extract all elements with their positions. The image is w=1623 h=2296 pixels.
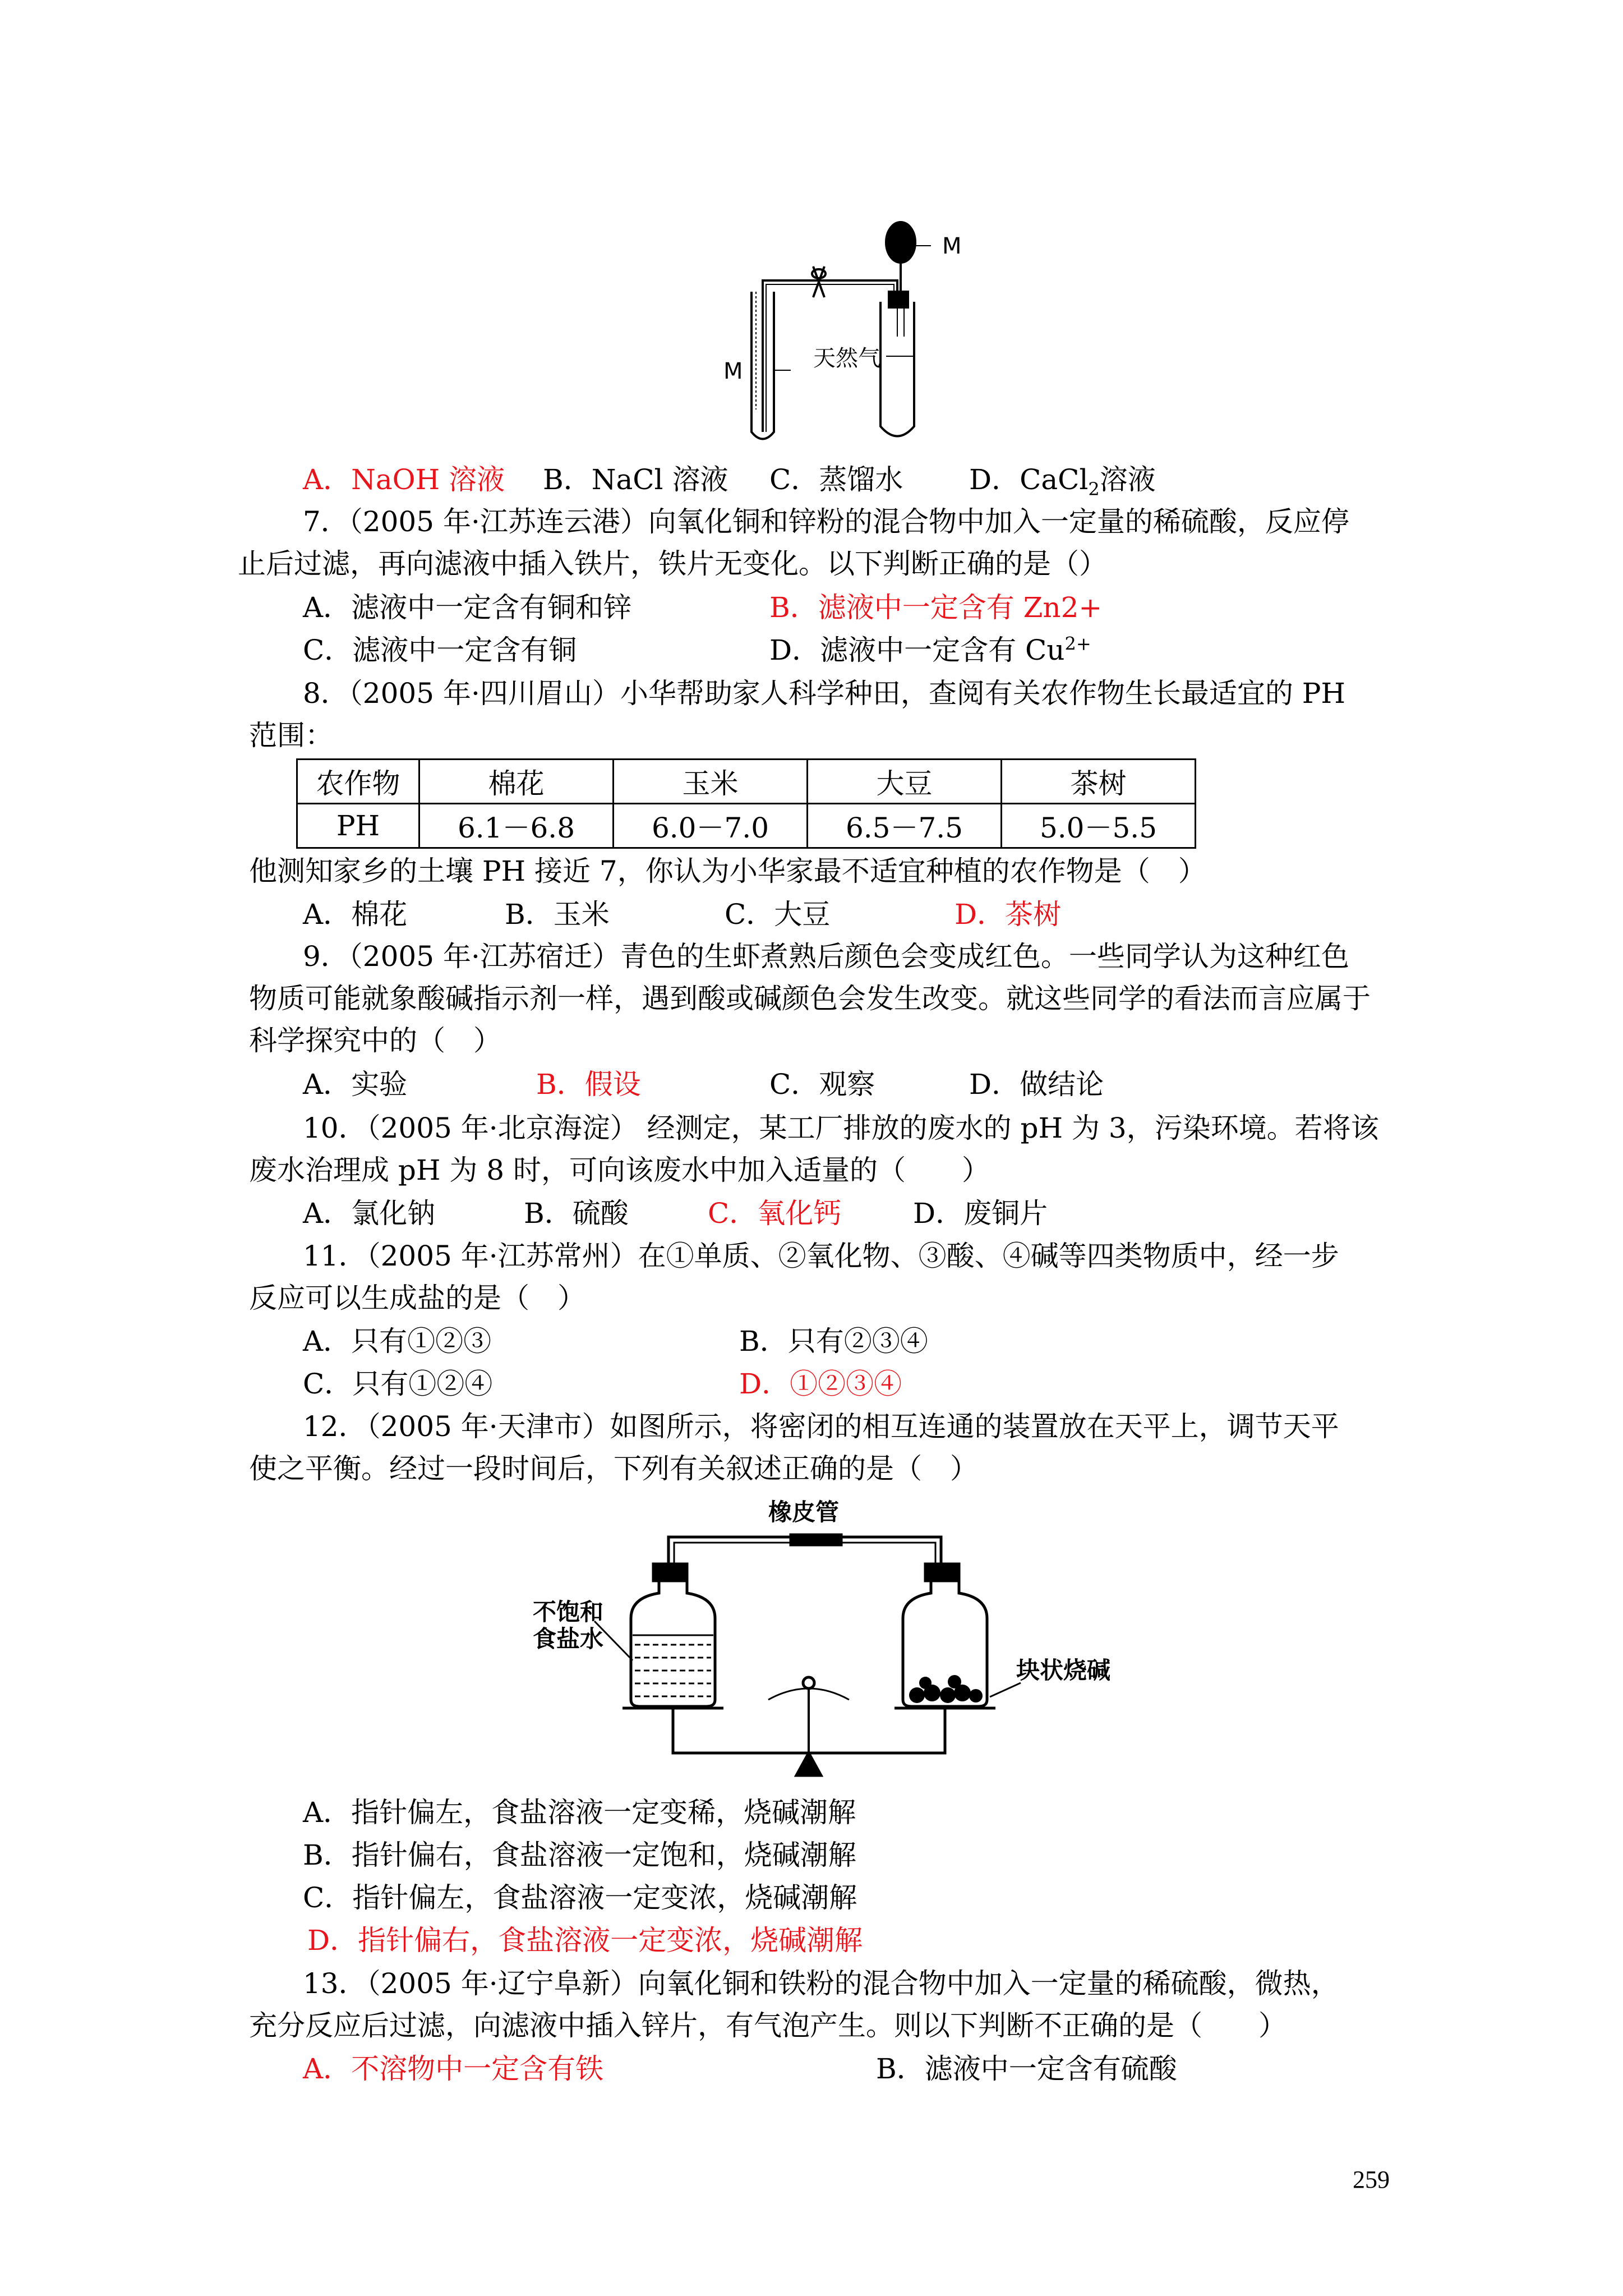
table-cell: 6.5－7.5 — [808, 804, 1002, 848]
q8-option-a: A．棉花 — [303, 898, 408, 931]
q8-option-b: B．玉米 — [505, 898, 610, 931]
q10-option-b: B．硫酸 — [524, 1197, 629, 1230]
q8-stem-line2: 范围： — [249, 719, 333, 752]
table-cell: 6.1－6.8 — [419, 804, 614, 848]
table-cell: 玉米 — [614, 760, 808, 804]
q8-option-c: C．大豆 — [725, 898, 831, 931]
table-row — [297, 804, 1196, 848]
table-cell: 棉花 — [419, 760, 614, 804]
table-cell: 5.0－5.5 — [1002, 804, 1196, 848]
q12-option-a: A．指针偏左，食盐溶液一定变稀，烧碱潮解 — [303, 1796, 856, 1829]
q8-stem-line3: 他测知家乡的土壤 PH 接近 7，你认为小华家最不适宜种植的农作物是（ ） — [249, 855, 1206, 887]
label-caustic-soda: 块状烧碱 — [1016, 1657, 1111, 1684]
q12-option-d: D．指针偏右，食盐溶液一定变浓，烧碱潮解 — [307, 1924, 863, 1957]
q10-option-a: A．氯化钠 — [303, 1197, 436, 1230]
q11-stem-line2: 反应可以生成盐的是（ ） — [249, 1282, 585, 1314]
q12-stem-line2: 使之平衡。经过一段时间后，下列有关叙述正确的是（ ） — [249, 1452, 978, 1485]
table-row-header — [297, 760, 1196, 804]
label-unsaturated-1: 不饱和 — [533, 1598, 604, 1626]
q12-option-b: B．指针偏右，食盐溶液一定饱和，烧碱潮解 — [303, 1839, 856, 1871]
q6-option-d: D．CaCl$_2$溶液 — [969, 463, 1156, 500]
q12-stem-line1: 12．（2005 年·天津市）如图所示，将密闭的相互连通的装置放在天平上，调节天平 — [303, 1410, 1339, 1443]
q11-option-c: C．只有①②④ — [303, 1368, 493, 1400]
table-cell: 6.0－7.0 — [614, 804, 808, 848]
q13-option-a: A．不溶物中一定含有铁 — [303, 2053, 604, 2085]
label-unsaturated-2: 食盐水 — [533, 1625, 604, 1653]
q10-option-c: C．氧化钙 — [708, 1197, 842, 1230]
q7-option-a: A．滤液中一定含有铜和锌 — [303, 591, 632, 624]
q7-option-c: C．滤液中一定含有铜 — [303, 634, 577, 666]
balance-apparatus-figure — [533, 1498, 1138, 1778]
table-cell: PH — [297, 804, 419, 848]
label-rubber-tube: 橡皮管 — [768, 1498, 840, 1526]
q6-option-b: B．NaCl 溶液 — [543, 463, 728, 496]
q11-option-a: A．只有①②③ — [303, 1325, 492, 1358]
q6-option-a: A．NaOH 溶液 — [303, 463, 505, 496]
apparatus-figure-1 — [723, 208, 1021, 454]
q9-option-b: B．假设 — [536, 1068, 641, 1101]
q13-stem-line1: 13．（2005 年·辽宁阜新）向氧化铜和铁粉的混合物中加入一定量的稀硫酸，微热， — [303, 1967, 1339, 2000]
table-cell: 大豆 — [808, 760, 1002, 804]
q8-option-d: D．茶树 — [955, 898, 1062, 931]
q7-option-d: D．滤液中一定含有 $Cu^{2+}$ — [769, 633, 1091, 666]
q9-stem-line1: 9．（2005 年·江苏宿迁）青色的生虾煮熟后颜色会变成红色。一些同学认为这种红色 — [303, 940, 1349, 973]
q11-stem-line1: 11．（2005 年·江苏常州）在①单质、②氧化物、③酸、④碱等四类物质中，经一步 — [303, 1240, 1339, 1272]
table-cell: 农作物 — [297, 760, 419, 804]
page-number: 259 — [1353, 2166, 1390, 2193]
q11-option-b: B．只有②③④ — [739, 1325, 928, 1358]
ph-table — [296, 758, 1196, 849]
q12-option-c: C．指针偏左，食盐溶液一定变浓，烧碱潮解 — [303, 1881, 857, 1914]
q10-stem-line2: 废水治理成 pH 为 8 时，可向该废水中加入适量的（ ） — [249, 1154, 990, 1186]
q9-option-c: C．观察 — [769, 1068, 875, 1101]
label-m-left: M — [723, 358, 743, 384]
q9-stem-line2: 物质可能就象酸碱指示剂一样，遇到酸或碱颜色会发生改变。就这些同学的看法而言应属于 — [249, 982, 1371, 1015]
q9-option-d: D．做结论 — [969, 1068, 1104, 1101]
q13-option-b: B．滤液中一定含有硫酸 — [876, 2053, 1177, 2085]
q9-stem-line3: 科学探究中的（ ） — [249, 1024, 501, 1057]
q7-option-b: B．滤液中一定含有 Zn2+ — [769, 591, 1103, 624]
q13-stem-line2: 充分反应后过滤，向滤液中插入锌片，有气泡产生。则以下判断不正确的是（ ） — [249, 2009, 1287, 2042]
q7-stem-line1: 7．（2005 年·江苏连云港）向氧化铜和锌粉的混合物中加入一定量的稀硫酸，反应停 — [303, 505, 1349, 538]
q7-stem-line2: 止后过滤，再向滤液中插入铁片，铁片无变化。以下判断正确的是（） — [238, 547, 1107, 580]
q10-stem-line1: 10．（2005 年·北京海淀） 经测定，某工厂排放的废水的 pH 为 3，污染环境。若将该 — [303, 1112, 1379, 1144]
q6-option-c: C．蒸馏水 — [769, 463, 903, 496]
q11-option-d: D．①②③④ — [739, 1368, 902, 1400]
table-cell: 茶树 — [1002, 760, 1196, 804]
label-natural-gas: 天然气 — [813, 346, 880, 371]
q9-option-a: A．实验 — [303, 1068, 408, 1101]
label-m-right: M — [942, 233, 962, 259]
q8-stem-line1: 8．（2005 年·四川眉山）小华帮助家人科学种田，查阅有关农作物生长最适宜的 PH — [303, 677, 1345, 710]
q10-option-d: D．废铜片 — [913, 1197, 1048, 1230]
